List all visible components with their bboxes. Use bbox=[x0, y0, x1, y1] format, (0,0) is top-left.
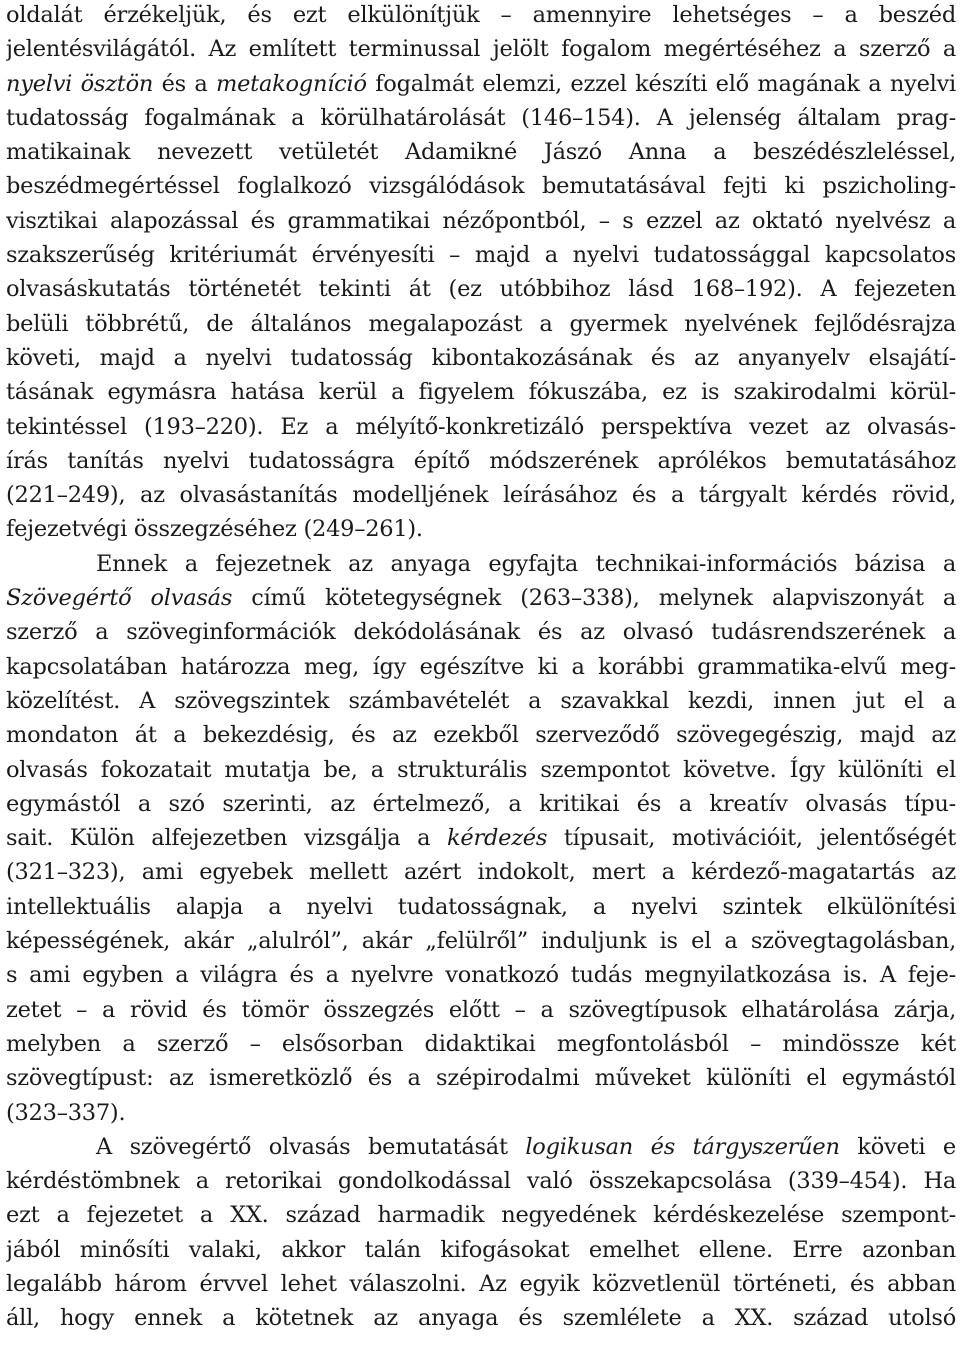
text-segment: melyben a szerző – elsősorban didaktikai megfontolásból – mindössze két bbox=[6, 1030, 956, 1057]
text-line bbox=[6, 1130, 956, 1164]
text-segment: áll, hogy ennek a kötetnek az anyaga és szemlélete a XX. század utolsó bbox=[6, 1305, 956, 1332]
text-segment: fejezetvégi összegzéséhez (249–261). bbox=[6, 516, 423, 543]
text-line bbox=[6, 512, 956, 546]
text-segment: olvasáskutatás történetét tekinti át (ez utóbbihoz lásd 168–192). A fejezeten bbox=[6, 276, 956, 303]
text-segment: tekintéssel (193–220). Ez a mélyítő-konkretizáló perspektíva vezet az olvasás- bbox=[6, 413, 956, 440]
text-segment: belüli többrétű, de általános megalapozást a gyermek nyelvének fejlődésrajza bbox=[6, 310, 956, 337]
text-line bbox=[6, 410, 956, 444]
text-segment: visztikai alapozással és grammatikai nézőpontból, – s ezzel az oktató nyelvész a bbox=[6, 207, 956, 234]
text-line bbox=[6, 855, 956, 889]
text-segment: s ami egyben a világra és a nyelvre vonatkozó tudás megnyilatkozása is. A feje- bbox=[6, 962, 956, 989]
text-segment: című kötetegységnek (263–338), melynek alapviszonyát a bbox=[232, 585, 956, 612]
text-segment: ezt a fejezetet a XX. század harmadik negyedének kérdéskezelése szempont- bbox=[6, 1202, 956, 1229]
text-segment: jából minősíti valaki, akkor talán kifogásokat emelhet ellene. Erre azonban bbox=[6, 1236, 956, 1263]
text-line bbox=[6, 375, 956, 409]
text-segment: és a bbox=[153, 70, 217, 97]
text-segment: tudatosság fogalmának a körülhatárolását (146–154). A jelenség általam prag- bbox=[6, 104, 956, 131]
text-segment: írás tanítás nyelvi tudatosságra építő módszerének aprólékos bemutatásához bbox=[6, 447, 956, 474]
text-line bbox=[6, 1027, 956, 1061]
text-segment: kérdéstömbnek a retorikai gondolkodással való összekapcsolása (339–454). Ha bbox=[6, 1168, 956, 1195]
text-line bbox=[6, 0, 956, 32]
text-line bbox=[6, 924, 956, 958]
text-segment: szövegtípust: az ismeretközlő és a szépirodalmi műveket különíti el egymástól bbox=[6, 1065, 956, 1092]
text-line bbox=[6, 444, 956, 478]
text-segment: beszédmegértéssel foglalkozó vizsgálódások bemutatásával fejti ki pszicholing- bbox=[6, 173, 956, 200]
text-line bbox=[6, 615, 956, 649]
text-line bbox=[6, 169, 956, 203]
text-segment: jelentésvilágától. Az említett terminussal jelölt fogalom megértéséhez a szerző a bbox=[6, 36, 956, 63]
text-line bbox=[6, 821, 956, 855]
italic-term: kérdezés bbox=[447, 825, 548, 852]
text-line bbox=[6, 718, 956, 752]
text-line bbox=[6, 1164, 956, 1198]
text-segment: szakszerűség kritériumát érvényesíti – majd a nyelvi tudatossággal kapcsolatos bbox=[6, 242, 956, 269]
text-segment: követi e bbox=[839, 1133, 956, 1160]
text-segment: intellektuális alapja a nyelvi tudatosságnak, a nyelvi szintek elkülönítési bbox=[6, 893, 956, 920]
text-segment: követi, majd a nyelvi tudatosság kibontakozásának és az anyanyelv elsajátí- bbox=[6, 344, 956, 371]
text-segment: típusait, motivációit, jelentőségét bbox=[547, 825, 956, 852]
text-line bbox=[6, 958, 956, 992]
text-line bbox=[6, 32, 956, 66]
text-line bbox=[6, 787, 956, 821]
text-segment: közelítést. A szövegszintek számbavételét a szavakkal kezdi, innen jut el a bbox=[6, 687, 956, 714]
text-segment: (323–337). bbox=[6, 1099, 126, 1126]
text-segment: oldalát érzékeljük, és ezt elkülönítjük – amennyire lehetséges – a beszéd bbox=[6, 2, 956, 28]
text-line bbox=[6, 547, 956, 581]
text-line bbox=[6, 1267, 956, 1301]
text-segment: matikainak nevezett vetületét Adamikné Jászó Anna a beszédészleléssel, bbox=[6, 139, 956, 166]
text-line bbox=[6, 753, 956, 787]
text-line bbox=[6, 1096, 956, 1130]
text-line bbox=[6, 581, 956, 615]
italic-term: logikusan és tárgyszerűen bbox=[525, 1133, 840, 1160]
text-line bbox=[6, 135, 956, 169]
italic-term: Szövegértő olvasás bbox=[6, 585, 233, 612]
text-line bbox=[6, 101, 956, 135]
text-line bbox=[6, 1233, 956, 1267]
text-line bbox=[6, 684, 956, 718]
text-segment: (321–323), ami egyebek mellett azért indokolt, mert a kérdező-magatartás az bbox=[6, 859, 956, 886]
text-segment: Ennek a fejezetnek az anyaga egyfajta technikai-információs bázisa a bbox=[96, 550, 956, 577]
text-line bbox=[6, 1061, 956, 1095]
text-body bbox=[6, 0, 956, 1336]
text-segment: legalább három érvvel lehet válaszolni. Az egyik közvetlenül történeti, és abban bbox=[6, 1270, 956, 1297]
text-line bbox=[6, 204, 956, 238]
text-segment: egymástól a szó szerinti, az értelmező, a kritikai és a kreatív olvasás típu- bbox=[6, 790, 956, 817]
text-line bbox=[6, 272, 956, 306]
text-segment: (221–249), az olvasástanítás modelljének leírásához és a tárgyalt kérdés rövid, bbox=[6, 482, 956, 509]
text-line bbox=[6, 238, 956, 272]
text-line bbox=[6, 993, 956, 1027]
text-line bbox=[6, 1198, 956, 1232]
text-line bbox=[6, 890, 956, 924]
text-segment: olvasás fokozatait mutatja be, a strukturális szempontot követve. Így különíti el bbox=[6, 756, 956, 783]
text-segment: szerző a szöveginformációk dekódolásának és az olvasó tudásrendszerének a bbox=[6, 619, 956, 646]
text-line bbox=[6, 478, 956, 512]
text-line bbox=[6, 1301, 956, 1335]
text-line bbox=[6, 307, 956, 341]
italic-term: metakogníció bbox=[216, 70, 367, 97]
text-line bbox=[6, 650, 956, 684]
text-segment: zetet – a rövid és tömör összegzés előtt – a szövegtípusok elhatárolása zárja, bbox=[6, 996, 956, 1023]
text-segment: kapcsolatában határozza meg, így egészítve ki a korábbi grammatika-elvű meg- bbox=[6, 653, 956, 680]
italic-term: nyelvi ösztön bbox=[6, 70, 154, 97]
text-segment: tásának egymásra hatása kerül a figyelem fókuszába, ez is szakirodalmi körül- bbox=[6, 379, 956, 406]
text-line bbox=[6, 67, 956, 101]
text-segment: sait. Külön alfejezetben vizsgálja a bbox=[6, 825, 448, 852]
text-line bbox=[6, 341, 956, 375]
text-segment: fogalmát elemzi, ezzel készíti elő magának a nyelvi bbox=[366, 70, 956, 97]
text-segment: A szövegértő olvasás bemutatását bbox=[96, 1133, 526, 1160]
text-segment: képességének, akár „alulról”, akár „felülről” induljunk is el a szövegtagolásban, bbox=[6, 928, 956, 955]
text-segment: mondaton át a bekezdésig, és az ezekből szerveződő szövegegészig, majd az bbox=[6, 722, 956, 749]
